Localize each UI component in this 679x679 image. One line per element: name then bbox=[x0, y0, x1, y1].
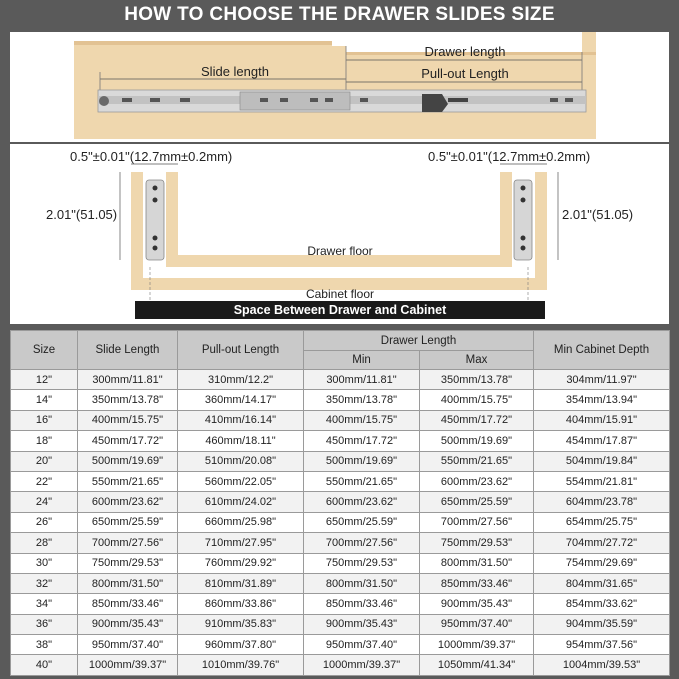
size-cell: 20" bbox=[11, 451, 78, 471]
drawer-min-cell: 700mm/27.56" bbox=[304, 533, 420, 553]
drawer-max-cell: 350mm/13.78" bbox=[420, 370, 534, 390]
header-drawer-length: Drawer Length bbox=[304, 331, 534, 351]
min-cabinet-depth-cell: 604mm/23.78" bbox=[534, 492, 670, 512]
header-min: Min bbox=[304, 351, 420, 370]
min-cabinet-depth-cell: 354mm/13.94" bbox=[534, 390, 670, 410]
drawer-max-cell: 400mm/15.75" bbox=[420, 390, 534, 410]
header-size: Size bbox=[11, 331, 78, 370]
size-cell: 38" bbox=[11, 635, 78, 655]
table-row bbox=[11, 410, 670, 430]
min-cabinet-depth-cell: 304mm/11.97" bbox=[534, 370, 670, 390]
header-min-cabinet-depth: Min Cabinet Depth bbox=[534, 331, 670, 370]
left-gap-label: 0.5"±0.01"(12.7mm±0.2mm) bbox=[70, 149, 233, 164]
drawer-min-cell: 300mm/11.81" bbox=[304, 370, 420, 390]
drawer-side-left bbox=[166, 172, 178, 267]
rail-end-stop bbox=[99, 96, 109, 106]
slide-length-cell: 300mm/11.81" bbox=[78, 370, 178, 390]
drawer-max-cell: 450mm/17.72" bbox=[420, 410, 534, 430]
header-pullout-length: Pull-out Length bbox=[178, 331, 304, 370]
table-row bbox=[11, 573, 670, 593]
drawer-max-cell: 750mm/29.53" bbox=[420, 533, 534, 553]
pullout-length-cell: 360mm/14.17" bbox=[178, 390, 304, 410]
size-cell: 24" bbox=[11, 492, 78, 512]
drawer-min-cell: 800mm/31.50" bbox=[304, 573, 420, 593]
cabinet-side-right bbox=[535, 172, 547, 290]
table-body bbox=[11, 370, 670, 676]
min-cabinet-depth-cell: 1004mm/39.53" bbox=[534, 655, 670, 675]
min-cabinet-depth-cell: 754mm/29.69" bbox=[534, 553, 670, 573]
size-cell: 22" bbox=[11, 471, 78, 491]
min-cabinet-depth-cell: 804mm/31.65" bbox=[534, 573, 670, 593]
table-row bbox=[11, 370, 670, 390]
table-row bbox=[11, 655, 670, 675]
drawer-max-cell: 850mm/33.46" bbox=[420, 573, 534, 593]
table-row bbox=[11, 553, 670, 573]
drawer-min-cell: 450mm/17.72" bbox=[304, 431, 420, 451]
size-cell: 18" bbox=[11, 431, 78, 451]
pullout-length-cell: 560mm/22.05" bbox=[178, 471, 304, 491]
size-cell: 14" bbox=[11, 390, 78, 410]
min-cabinet-depth-cell: 904mm/35.59" bbox=[534, 614, 670, 634]
drawer-min-cell: 350mm/13.78" bbox=[304, 390, 420, 410]
pullout-length-cell: 810mm/31.89" bbox=[178, 573, 304, 593]
drawer-max-cell: 600mm/23.62" bbox=[420, 471, 534, 491]
header-slide-length: Slide Length bbox=[78, 331, 178, 370]
right-height-label: 2.01"(51.05) bbox=[562, 207, 634, 222]
space-banner-text: Space Between Drawer and Cabinet bbox=[233, 303, 447, 317]
slide-length-cell: 350mm/13.78" bbox=[78, 390, 178, 410]
slide-length-cell: 650mm/25.59" bbox=[78, 512, 178, 532]
slide-length-cell: 800mm/31.50" bbox=[78, 573, 178, 593]
slide-length-label: Slide length bbox=[201, 64, 269, 79]
min-cabinet-depth-cell: 554mm/21.81" bbox=[534, 471, 670, 491]
pullout-length-cell: 910mm/35.83" bbox=[178, 614, 304, 634]
slide-length-cell: 900mm/35.43" bbox=[78, 614, 178, 634]
pullout-length-label: Pull-out Length bbox=[421, 66, 509, 81]
drawer-max-cell: 500mm/19.69" bbox=[420, 431, 534, 451]
slide-length-cell: 550mm/21.65" bbox=[78, 471, 178, 491]
min-cabinet-depth-cell: 954mm/37.56" bbox=[534, 635, 670, 655]
drawer-min-cell: 400mm/15.75" bbox=[304, 410, 420, 430]
slide-length-cell: 450mm/17.72" bbox=[78, 431, 178, 451]
size-cell: 32" bbox=[11, 573, 78, 593]
drawer-max-cell: 1000mm/39.37" bbox=[420, 635, 534, 655]
min-cabinet-depth-cell: 854mm/33.62" bbox=[534, 594, 670, 614]
drawer-min-cell: 600mm/23.62" bbox=[304, 492, 420, 512]
drawer-slide-diagram bbox=[10, 32, 669, 142]
drawer-length-label: Drawer length bbox=[424, 44, 506, 59]
pullout-length-cell: 960mm/37.80" bbox=[178, 635, 304, 655]
pullout-length-cell: 610mm/24.02" bbox=[178, 492, 304, 512]
cross-section-drawing bbox=[10, 144, 669, 324]
size-cell: 34" bbox=[11, 594, 78, 614]
ball-bearing-carriage bbox=[240, 92, 350, 110]
right-gap-label: 0.5"±0.01"(12.7mm±0.2mm) bbox=[428, 149, 591, 164]
drawer-min-cell: 500mm/19.69" bbox=[304, 451, 420, 471]
slide-length-cell: 950mm/37.40" bbox=[78, 635, 178, 655]
cabinet-floor-label: Cabinet floor bbox=[305, 287, 375, 301]
drawer-min-cell: 850mm/33.46" bbox=[304, 594, 420, 614]
slide-length-cell: 500mm/19.69" bbox=[78, 451, 178, 471]
drawer-max-cell: 900mm/35.43" bbox=[420, 594, 534, 614]
pullout-length-cell: 460mm/18.11" bbox=[178, 431, 304, 451]
table-row bbox=[11, 635, 670, 655]
pullout-length-cell: 760mm/29.92" bbox=[178, 553, 304, 573]
table-row bbox=[11, 614, 670, 634]
min-cabinet-depth-cell: 704mm/27.72" bbox=[534, 533, 670, 553]
min-cabinet-depth-cell: 654mm/25.75" bbox=[534, 512, 670, 532]
min-cabinet-depth-cell: 504mm/19.84" bbox=[534, 451, 670, 471]
table-row bbox=[11, 471, 670, 491]
pullout-length-cell: 310mm/12.2" bbox=[178, 370, 304, 390]
slide-length-cell: 750mm/29.53" bbox=[78, 553, 178, 573]
table-row bbox=[11, 390, 670, 410]
size-table bbox=[10, 330, 670, 676]
cross-section-diagram bbox=[10, 144, 669, 324]
table-row bbox=[11, 533, 670, 553]
drawer-max-cell: 950mm/37.40" bbox=[420, 614, 534, 634]
table-row bbox=[11, 451, 670, 471]
size-cell: 30" bbox=[11, 553, 78, 573]
drawer-max-cell: 1050mm/41.34" bbox=[420, 655, 534, 675]
slide-length-cell: 700mm/27.56" bbox=[78, 533, 178, 553]
page-title: HOW TO CHOOSE THE DRAWER SLIDES SIZE bbox=[0, 0, 679, 32]
pullout-length-cell: 710mm/27.95" bbox=[178, 533, 304, 553]
header-max: Max bbox=[420, 351, 534, 370]
drawer-max-cell: 800mm/31.50" bbox=[420, 553, 534, 573]
table-row bbox=[11, 512, 670, 532]
size-cell: 40" bbox=[11, 655, 78, 675]
pullout-length-cell: 1010mm/39.76" bbox=[178, 655, 304, 675]
drawer-min-cell: 900mm/35.43" bbox=[304, 614, 420, 634]
left-height-label: 2.01"(51.05) bbox=[46, 207, 118, 222]
pullout-length-cell: 860mm/33.86" bbox=[178, 594, 304, 614]
drawer-side-right bbox=[500, 172, 512, 267]
drawer-min-cell: 650mm/25.59" bbox=[304, 512, 420, 532]
slide-length-cell: 600mm/23.62" bbox=[78, 492, 178, 512]
pullout-length-cell: 410mm/16.14" bbox=[178, 410, 304, 430]
drawer-min-cell: 950mm/37.40" bbox=[304, 635, 420, 655]
cabinet-side-left bbox=[131, 172, 143, 290]
table-row bbox=[11, 431, 670, 451]
drawer-min-cell: 550mm/21.65" bbox=[304, 471, 420, 491]
size-cell: 26" bbox=[11, 512, 78, 532]
drawer-slide-drawing bbox=[10, 32, 669, 142]
size-cell: 36" bbox=[11, 614, 78, 634]
drawer-max-cell: 700mm/27.56" bbox=[420, 512, 534, 532]
drawer-max-cell: 650mm/25.59" bbox=[420, 492, 534, 512]
drawer-max-cell: 550mm/21.65" bbox=[420, 451, 534, 471]
pullout-length-cell: 510mm/20.08" bbox=[178, 451, 304, 471]
size-cell: 12" bbox=[11, 370, 78, 390]
slide-length-cell: 400mm/15.75" bbox=[78, 410, 178, 430]
slide-length-cell: 1000mm/39.37" bbox=[78, 655, 178, 675]
table-row bbox=[11, 594, 670, 614]
table-row bbox=[11, 492, 670, 512]
pullout-length-cell: 660mm/25.98" bbox=[178, 512, 304, 532]
min-cabinet-depth-cell: 404mm/15.91" bbox=[534, 410, 670, 430]
drawer-min-cell: 750mm/29.53" bbox=[304, 553, 420, 573]
slide-length-cell: 850mm/33.46" bbox=[78, 594, 178, 614]
drawer-min-cell: 1000mm/39.37" bbox=[304, 655, 420, 675]
drawer-floor-label: Drawer floor bbox=[307, 244, 373, 258]
size-cell: 16" bbox=[11, 410, 78, 430]
size-table-container bbox=[10, 330, 669, 675]
size-cell: 28" bbox=[11, 533, 78, 553]
min-cabinet-depth-cell: 454mm/17.87" bbox=[534, 431, 670, 451]
